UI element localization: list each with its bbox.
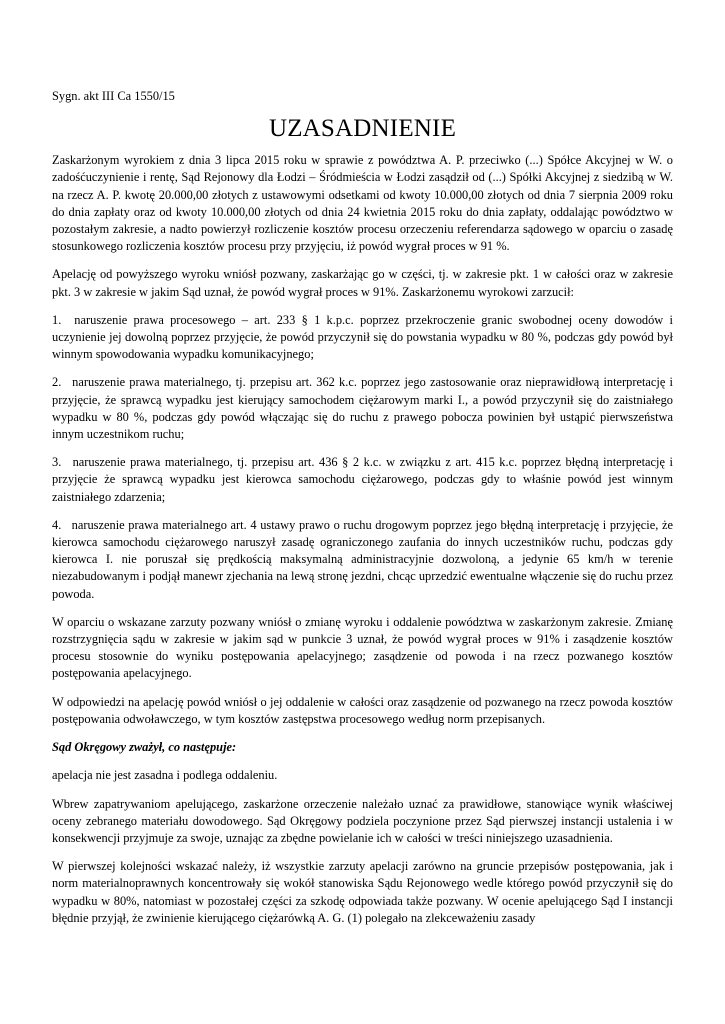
ruling-paragraph: Wbrew zapatrywaniom apelującego, zaskarżone orzeczenie należało uznać za prawidłowe, stanowiące wynik właściwej oceny zebranego materiału dowodowego. Sąd Okręgowy podziela poczynione przez Sąd pierwszej instancji ustalenia i w konsekwencji przyjmuje za swoje, uznając za zbędne powielanie ich w całości w treści niniejszego uzasadnienia. [52, 796, 673, 845]
charge-text: naruszenie prawa materialnego, tj. przepisu art. 362 k.c. poprzez jego zastosowanie oraz nieprawidłową interpretację i przyjęcie, że sprawcą wypadku jest kierujący samochodem ciężarowym marki I., a powód przyczynił się do zaistniałego wypadku w 80 %, podczas gdy powód włączając się do ruchu z prawego pobocza powinien był ustąpić pierwszeństwa innym uczestnikom ruchu; [52, 375, 673, 442]
ruling-paragraph: apelacja nie jest zasadna i podlega oddaleniu. [52, 768, 278, 783]
court-heading: Sąd Okręgowy zważył, co następuje: [52, 740, 237, 755]
charge-text: naruszenie prawa materialnego art. 4 ustawy prawo o ruchu drogowym poprzez jego błędną interpretację i przyjęcie, że kierowca samochodu ciężarowego naruszył zasadę ograniczonego zaufania do innych uczestników ruchu, podczas gdy kierowca I. nie poruszał się prędkością maksymalną administracyjnie dozwoloną, a jedynie 65 km/h w terenie niezabudowanym i podjął manewr zjechania na lewą stronę jezdni, chcąc uprzedzić ewentualne włączenie się do ruchu przez powoda. [52, 517, 673, 601]
response-paragraph: W odpowiedzi na apelację powód wniósł o jej oddalenie w całości oraz zasądzenie od pozwanego na rzecz powoda kosztów postępowania odwoławczego, w tym kosztów zastępstwa procesowego według norm przepisanych. [52, 694, 673, 726]
motion-paragraph: W oparciu o wskazane zarzuty pozwany wniósł o zmianę wyroku i oddalenie powództwa w zaskarżonym zakresie. Zmianę rozstrzygnięcia sądu w zakresie w jakim sąd w punkcie 3 uznał, że powód wygrał proces w 91% i zasądzenie kosztów procesu stosownie do wyniku postępowania apelacyjnego; zasądzenie od powoda i na rzecz pozwanego kosztów postępowania apelacyjnego. [52, 614, 673, 681]
charge-number: 2. [52, 375, 62, 390]
charge-item [52, 374, 673, 443]
appeal-paragraph: Apelację od powyższego wyroku wniósł pozwany, zaskarżając go w części, tj. w zakresie pkt. 1 w całości oraz w zakresie pkt. 3 w zakresie w jakim Sąd uznał, że powód wygrał proces w 91%. Zaskarżonemu wyrokowi zarzucił: [52, 267, 673, 299]
charge-number: 4. [52, 517, 62, 532]
charge-item [52, 517, 673, 603]
charge-number: 3. [52, 455, 62, 470]
charge-text: naruszenie prawa materialnego, tj. przepisu art. 436 § 2 k.c. w związku z art. 415 k.c. poprzez błędną interpretację i przyjęcie że sprawcą wypadku jest kierowca samochodu ciężarowego, podczas gdy to właśnie powód jest winnym zaistniałego zdarzenia; [52, 455, 673, 504]
document-page [52, 88, 673, 938]
intro-paragraph: Zaskarżonym wyrokiem z dnia 3 lipca 2015 roku w sprawie z powództwa A. P. przeciwko (...) Spółce Akcyjnej w W. o zadośćuczynienie i rentę, Sąd Rejonowy dla Łodzi – Śródmieścia w Łodzi zasądził od (...) Spółki Akcyjnej z siedzibą w W. na rzecz A. P. kwotę 20.000,00 złotych z ustawowymi odsetkami od kwoty 10.000,00 złotych od dnia 7 sierpnia 2009 roku do dnia zapłaty oraz od kwoty 10.000,00 złotych od dnia 24 kwietnia 2015 roku do dnia zapłaty, oddalając powództwo w pozostałym zakresie, a nadto powierzył rozliczenie kosztów procesu orzeczeniu referendarza sądowego w oparciu o zasadę stosunkowego rozliczenia kosztów procesu przy przyjęciu, iż powód wygrał proces w 91 %. [52, 153, 673, 254]
charge-text: naruszenie prawa procesowego – art. 233 § 1 k.p.c. poprzez przekroczenie granic swobodnej oceny dowodów i uczynienie jej dowolną poprzez przyjęcie, że powód przyczynił się do powstania wypadku w 80 %, podczas gdy powód był winnym spowodowania wypadku komunikacyjnego; [52, 312, 673, 362]
case-signature: Sygn. akt III Ca 1550/15 [52, 89, 175, 103]
charge-item [52, 312, 673, 364]
ruling-paragraph: W pierwszej kolejności wskazać należy, iż wszystkie zarzuty apelacji zarówno na gruncie przepisów postępowania, jak i norm materialnoprawnych koncentrowały się wokół stanowiska Sądu Rejonowego wedle którego powód przyczynił się do wypadku w 80%, natomiast w pozostałej części za szkodę odpowiada także pozwany. W ocenie apelującego Sąd I instancji błędnie przyjął, że zwinienie kierującego ciężarówką A. G. (1) polegało na zlekceważeniu zasady [52, 859, 673, 925]
document-title: UZASADNIENIE [268, 115, 457, 143]
charge-number: 1. [52, 312, 62, 327]
charge-item [52, 454, 673, 506]
